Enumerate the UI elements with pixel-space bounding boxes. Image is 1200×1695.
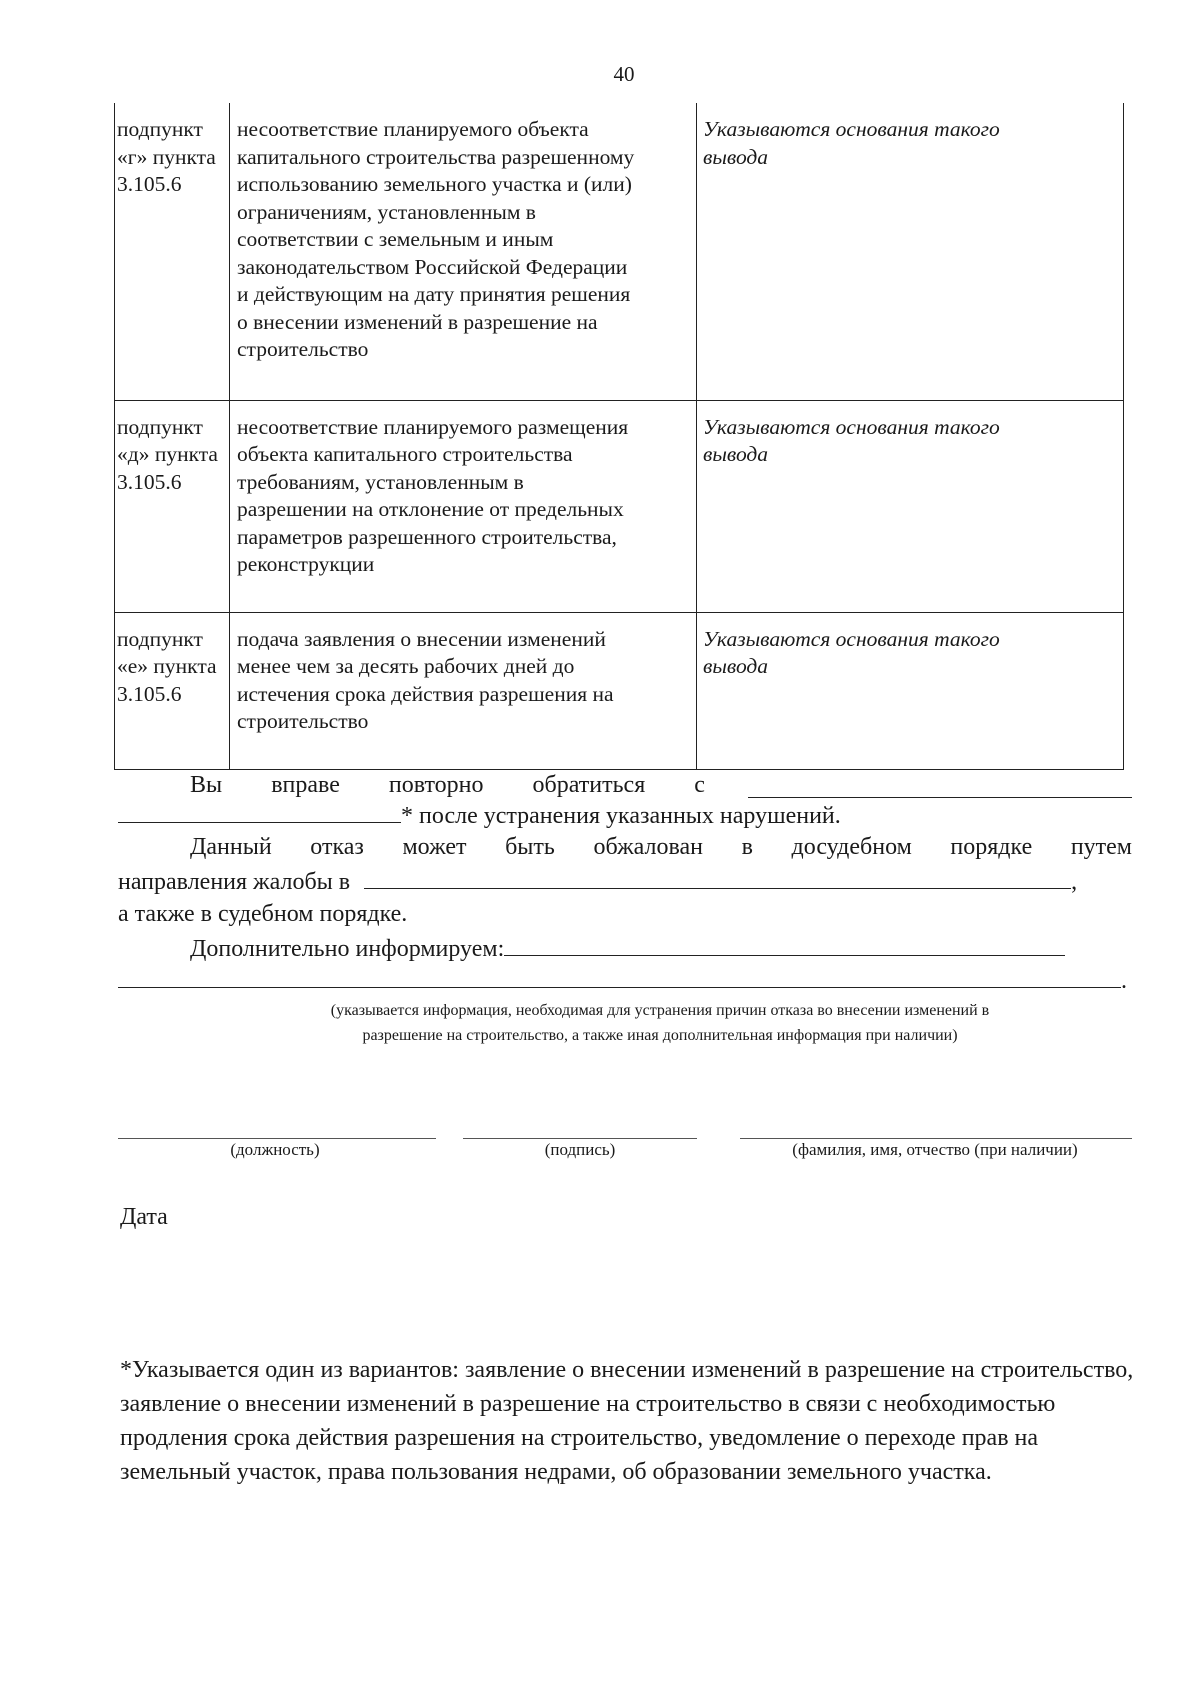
position-line (118, 1138, 436, 1139)
appeal-line-3: а также в судебном порядке. (118, 901, 408, 927)
table-row (115, 612, 1124, 769)
additional-info-line-2: . (118, 965, 1127, 996)
additional-info-field-2[interactable] (118, 965, 1121, 988)
table-row (115, 103, 1124, 400)
reapply-document-field[interactable] (118, 800, 401, 823)
appeal-line: Данный отказ может быть обжалован в досудебном порядке путем (190, 834, 1132, 860)
signature-line (463, 1138, 697, 1139)
page-number: 40 (613, 62, 635, 86)
additional-info-field[interactable] (504, 933, 1065, 956)
full-name-line (740, 1138, 1132, 1139)
table-row (115, 400, 1124, 612)
additional-info-note: (указывается информация, необходимая для устранения причин отказа во внесении изменений в разрешение на строительство, а также иная дополнительная информация при наличии) (330, 1002, 990, 1044)
clause-reference: подпункт «д» пункта 3.105.6 (115, 400, 230, 612)
date-label: Дата (120, 1204, 168, 1230)
reapply-recipient-field[interactable] (748, 775, 1132, 798)
reapply-line: Вы вправе повторно обратиться с (190, 772, 705, 798)
refusal-ground: несоответствие планируемого объекта капитального строительства разрешенному использованию земельного участка и (или) ограничениям, установленным в соответствии с земельным и иным законодательством Российской Федерации и действующим на дату принятия решения о внесении изменений в разрешение на строительство (230, 103, 697, 400)
position-caption: (должность) (230, 1140, 320, 1159)
clause-reference: подпункт «е» пункта 3.105.6 (115, 612, 230, 769)
refusal-ground: несоответствие планируемого размещения объекта капитального строительства требованиям, установленным в разрешении на отклонение от предельных параметров разрешенного строительства, реконструкции (230, 400, 697, 612)
reapply-continuation: * после устранения указанных нарушений. (118, 800, 841, 831)
ground-explanation: Указываются основания такого вывода (697, 400, 1124, 612)
clause-reference: подпункт «г» пункта 3.105.6 (115, 103, 230, 400)
refusal-grounds-table (114, 103, 1124, 770)
full-name-caption: (фамилия, имя, отчество (при наличии) (792, 1140, 1078, 1159)
appeal-line-2: направления жалобы в , (118, 866, 1077, 897)
ground-explanation: Указываются основания такого вывода (697, 103, 1124, 400)
refusal-ground: подача заявления о внесении изменений менее чем за десять рабочих дней до истечения срока действия разрешения на строительство (230, 612, 697, 769)
appeal-authority-field[interactable] (364, 866, 1071, 889)
additional-info-line: Дополнительно информируем: (190, 933, 1065, 964)
signature-caption: (подпись) (544, 1140, 616, 1159)
ground-explanation: Указываются основания такого вывода (697, 612, 1124, 769)
footnote: *Указывается один из вариантов: заявление о внесении изменений в разрешение на строительство, заявление о внесении изменений в разрешение на строительство в связи с необходимостью продления срока действия разрешения на строительство, уведомление о переходе прав на земельный участок, права пользования недрами, об образовании земельного участка. (120, 1357, 1134, 1485)
